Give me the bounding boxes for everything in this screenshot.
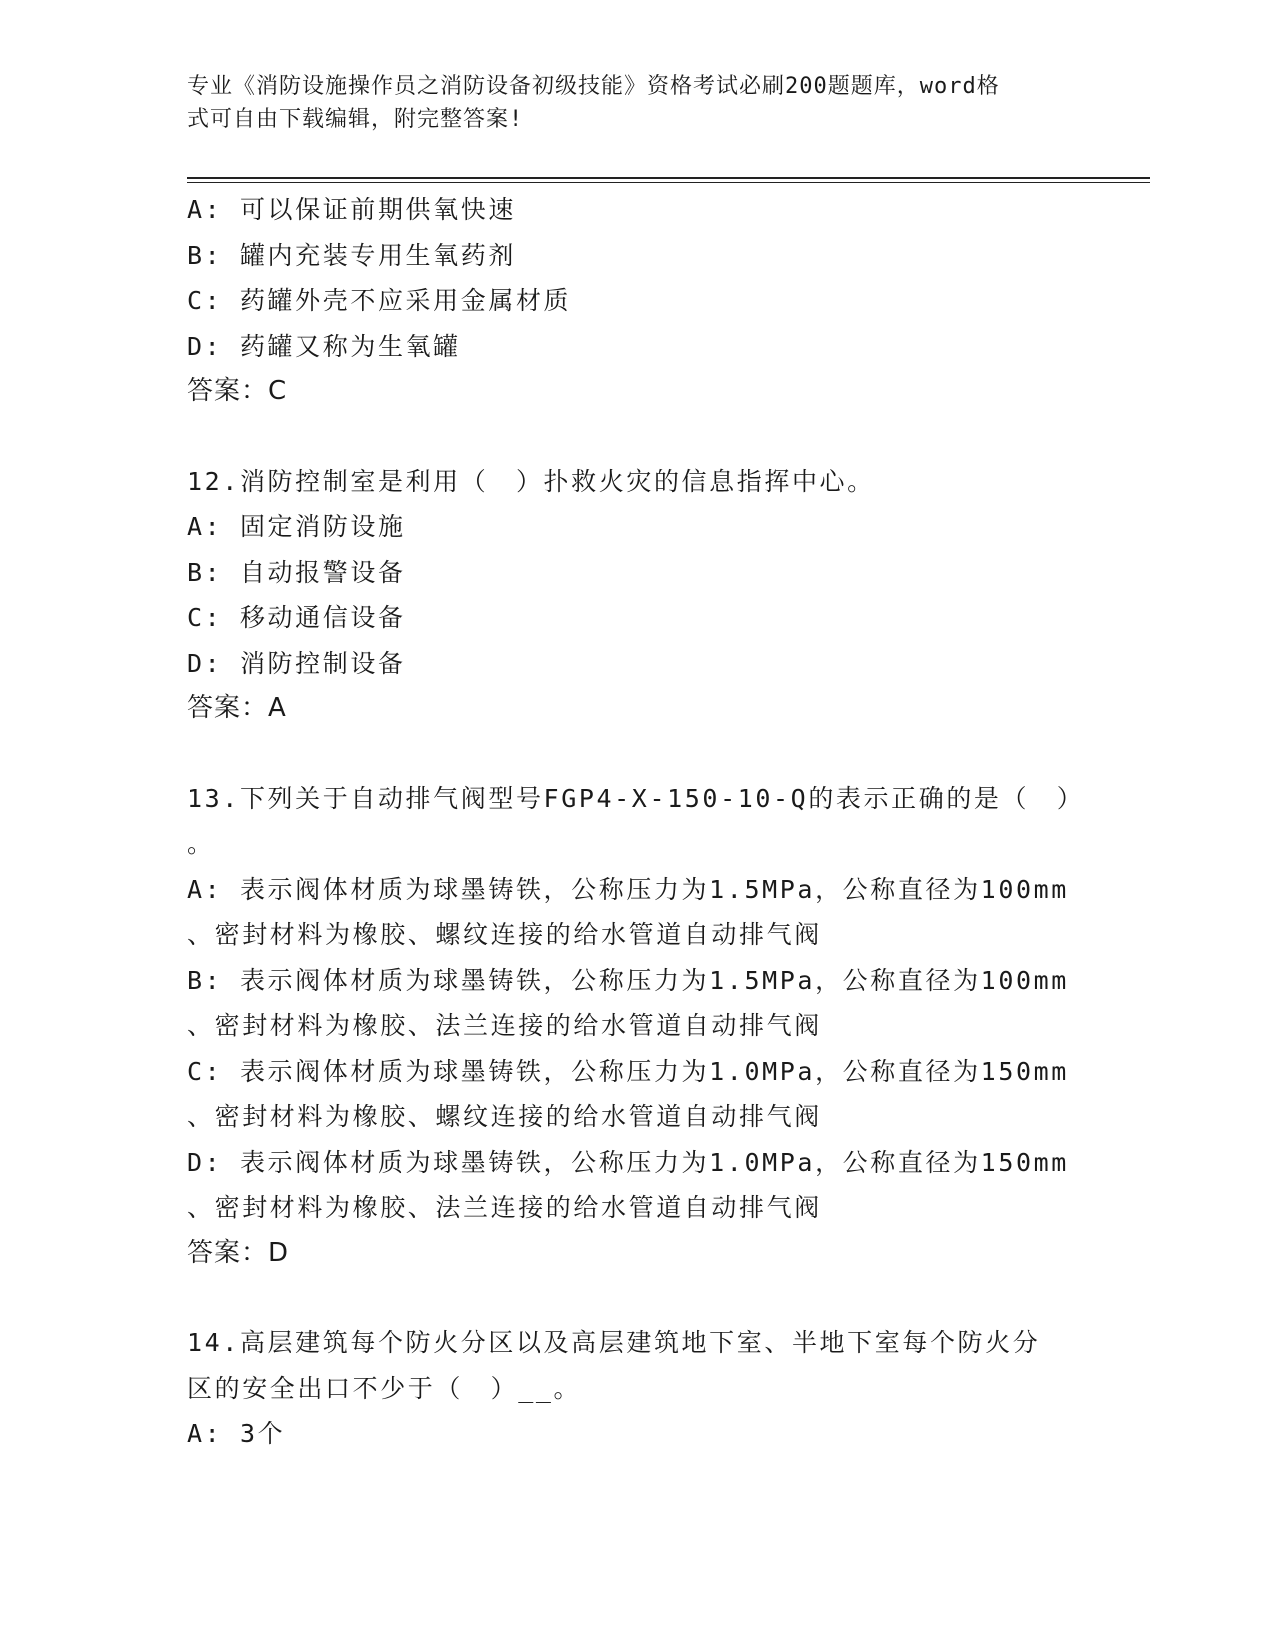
q12-option-a: A: 固定消防设施 — [187, 512, 406, 541]
q11-option-c: C: 药罐外壳不应采用金属材质 — [187, 286, 572, 315]
header-line-1: 专业《消防设施操作员之消防设备初级技能》资格考试必刷200题题库，word格 — [187, 74, 1000, 99]
header-divider-thin — [187, 182, 1150, 183]
q11-option-a: A: 可以保证前期供氧快速 — [187, 195, 516, 224]
document-header — [187, 70, 1067, 136]
q13-option-b-line-2: 、密封材料为橡胶、法兰连接的给水管道自动排气阀 — [187, 1011, 822, 1040]
q12-option-c: C: 移动通信设备 — [187, 603, 406, 632]
question-14-block — [187, 1320, 1087, 1457]
q13-option-a-line-2: 、密封材料为橡胶、螺纹连接的给水管道自动排气阀 — [187, 920, 822, 949]
q12-answer: 答案：A — [187, 693, 287, 723]
q14-question-line-2: 区的安全出口不少于（ ）__。 — [187, 1373, 582, 1403]
spacer — [187, 1276, 1087, 1320]
q12-question: 12.消防控制室是利用（ ）扑救火灾的信息指挥中心。 — [187, 466, 875, 496]
question-12-block — [187, 459, 1087, 732]
question-13-block — [187, 776, 1087, 1277]
spacer — [187, 415, 1087, 459]
header-line-2: 式可自由下载编辑，附完整答案! — [187, 107, 524, 132]
q13-option-c-line-1: C: 表示阀体材质为球墨铸铁，公称压力为1.0MPa，公称直径为150mm — [187, 1056, 1069, 1086]
q13-option-a-line-1: A: 表示阀体材质为球墨铸铁，公称压力为1.5MPa，公称直径为100mm — [187, 874, 1069, 904]
q11-option-d: D: 药罐又称为生氧罐 — [187, 331, 461, 361]
header-divider-thick — [187, 177, 1150, 179]
spacer — [187, 732, 1087, 776]
q13-answer: 答案：D — [187, 1237, 290, 1268]
q13-question-line-2: 。 — [187, 829, 215, 858]
q14-question-line-1: 14.高层建筑每个防火分区以及高层建筑地下室、半地下室每个防火分 — [187, 1328, 1041, 1357]
document-body — [187, 187, 1087, 1457]
q13-option-c-line-2: 、密封材料为橡胶、螺纹连接的给水管道自动排气阀 — [187, 1102, 822, 1131]
q14-option-a: A: 3个 — [187, 1419, 286, 1448]
q11-answer: 答案：C — [187, 376, 288, 406]
q12-option-d: D: 消防控制设备 — [187, 648, 406, 678]
q13-question-line-1: 13.下列关于自动排气阀型号FGP4-X-150-10-Q的表示正确的是（ ） — [187, 783, 1085, 813]
q11-option-b: B: 罐内充装专用生氧药剂 — [187, 240, 516, 270]
question-11-block — [187, 187, 1087, 415]
q13-option-b-line-1: B: 表示阀体材质为球墨铸铁，公称压力为1.5MPa，公称直径为100mm — [187, 965, 1069, 995]
q13-option-d-line-2: 、密封材料为橡胶、法兰连接的给水管道自动排气阀 — [187, 1193, 822, 1222]
q13-option-d-line-1: D: 表示阀体材质为球墨铸铁，公称压力为1.0MPa，公称直径为150mm — [187, 1147, 1069, 1177]
q12-option-b: B: 自动报警设备 — [187, 557, 406, 587]
